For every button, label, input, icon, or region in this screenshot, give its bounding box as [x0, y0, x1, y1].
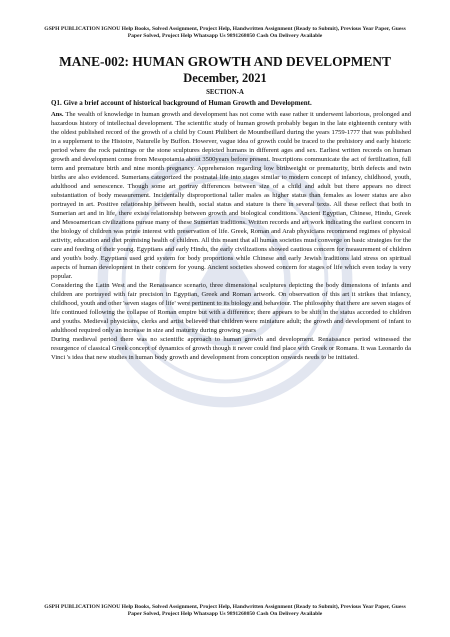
- header-banner: GSPH PUBLICATION IGNOU Help Books, Solved Assignment, Project Help, Handwritten Assignment (Ready to Submit), Previous Year Paper, Guess Paper Solved, Project Help Whatsapp Us 9891268050 Cash On Delivery Available: [44, 26, 406, 39]
- section-heading: SECTION-A: [206, 89, 244, 96]
- footer-banner: GSPH PUBLICATION IGNOU Help Books, Solved Assignment, Project Help, Handwritten Assignment (Ready to Submit), Previous Year Paper, Guess Paper Solved, Project Help Whatsapp Us 9891268050 Cash On Delivery Available: [44, 604, 406, 617]
- question-text: Q1. Give a brief account of historical background of Human Growth and Development.: [51, 99, 312, 107]
- answer-label: Ans.: [51, 111, 64, 118]
- answer-paragraph-1: [51, 110, 411, 281]
- answer-paragraph-2: Considering the Latin West and the Renaissance scenario, three dimensional sculptures depicting the body dimensions of infants and children are portrayed with fair precision in Egyptian, Greek and Roman artwork. On observation of this art it strikes that infancy, childhood, youth and other 'seven stages of life' were pertinent to its biology and behaviour. The philosophy that there are seven stages of life continued following the collapse of Roman empire but with a difference; there appears to be shift in the status accorded to children and youths. Medieval physicians, clerks and artist believed that children were miniature adult; the growth and development of infant to adulthood required only an increase in size and maturity during growing years: [51, 282, 411, 334]
- paper-date: December, 2021: [183, 71, 267, 85]
- answer-text-1: The wealth of knowledge in human growth and development has not come with ease rather it underwent laborious, prolonged and hazardous history of intellectual development. The scientific study of human growth probably began in the late eighteenth century with the oldest published record of the growth of a child by Count Philibert de Mountbeillard during the years 1759-1777 that was published in a supplement to the Histoire, Naturelle by Buffon. However, vague idea of growth could be traced to the prehistory and early historic period where the rock paintings or the stone sculptures depicted humans in different ages and sex. Earliest written records on human growth and development come from Mesopotamia about 3500years before present. Inscriptions communicate the act of fertilization, full term and premature birth and nine month pregnancy. Apprehension regarding low birthweight or prematurity, birth defects and twin births are also evidenced. Sumerians categorized the postnatal life into stages similar to modern concept of infancy, childhood, youth, adulthood and senescence. Though some art portray differences between size of a child and adult but there appears no direct substantiation of body measurement. Incidentally disproportional taller males as higher status than females as lower status are also portrayed in art. Positive relationship between health, social status and stature is there in several texts. All these reflect that both in Sumerian art and in life, there exists relationship between growth and biological conditions. Ancient Egyptian, Chinese, Hindu, Greek and Mesoamerican civilizations pursue many of these Sumerian traditions. Written records and art work indicating the earliest concern in the biology of children was prime interest with preservation of life. Greek, Roman and Arab physicians recommend regimes of physical activity, education and diet promising health of children. All this meant that all human societies must converge on basic strategies for the care and feeding of their young. Egyptians and early Hindu, the early civilizations showed cautious concern for measurement of children and youth's body. Egyptians used grid system for body proportions while Chinese and early Jewish traditions laid stress on spiritual aspects of human development in their concern for young. Ancient societies showed concern for stages of life which even today is very popular.: [51, 111, 411, 280]
- answer-body: [51, 110, 411, 362]
- paper-title: MANE-002: HUMAN GROWTH AND DEVELOPMENT: [59, 54, 391, 69]
- answer-paragraph-3: During medieval period there was no scientific approach to human growth and development. Renaissance period witnessed the resurgence of classical Greek concept of dynamics of growth though it never could find place with Greek or Romans. It was Leonardo da Vinci 's idea that new studies in human body growth and development from conception onwards needs to be initiated.: [51, 336, 411, 361]
